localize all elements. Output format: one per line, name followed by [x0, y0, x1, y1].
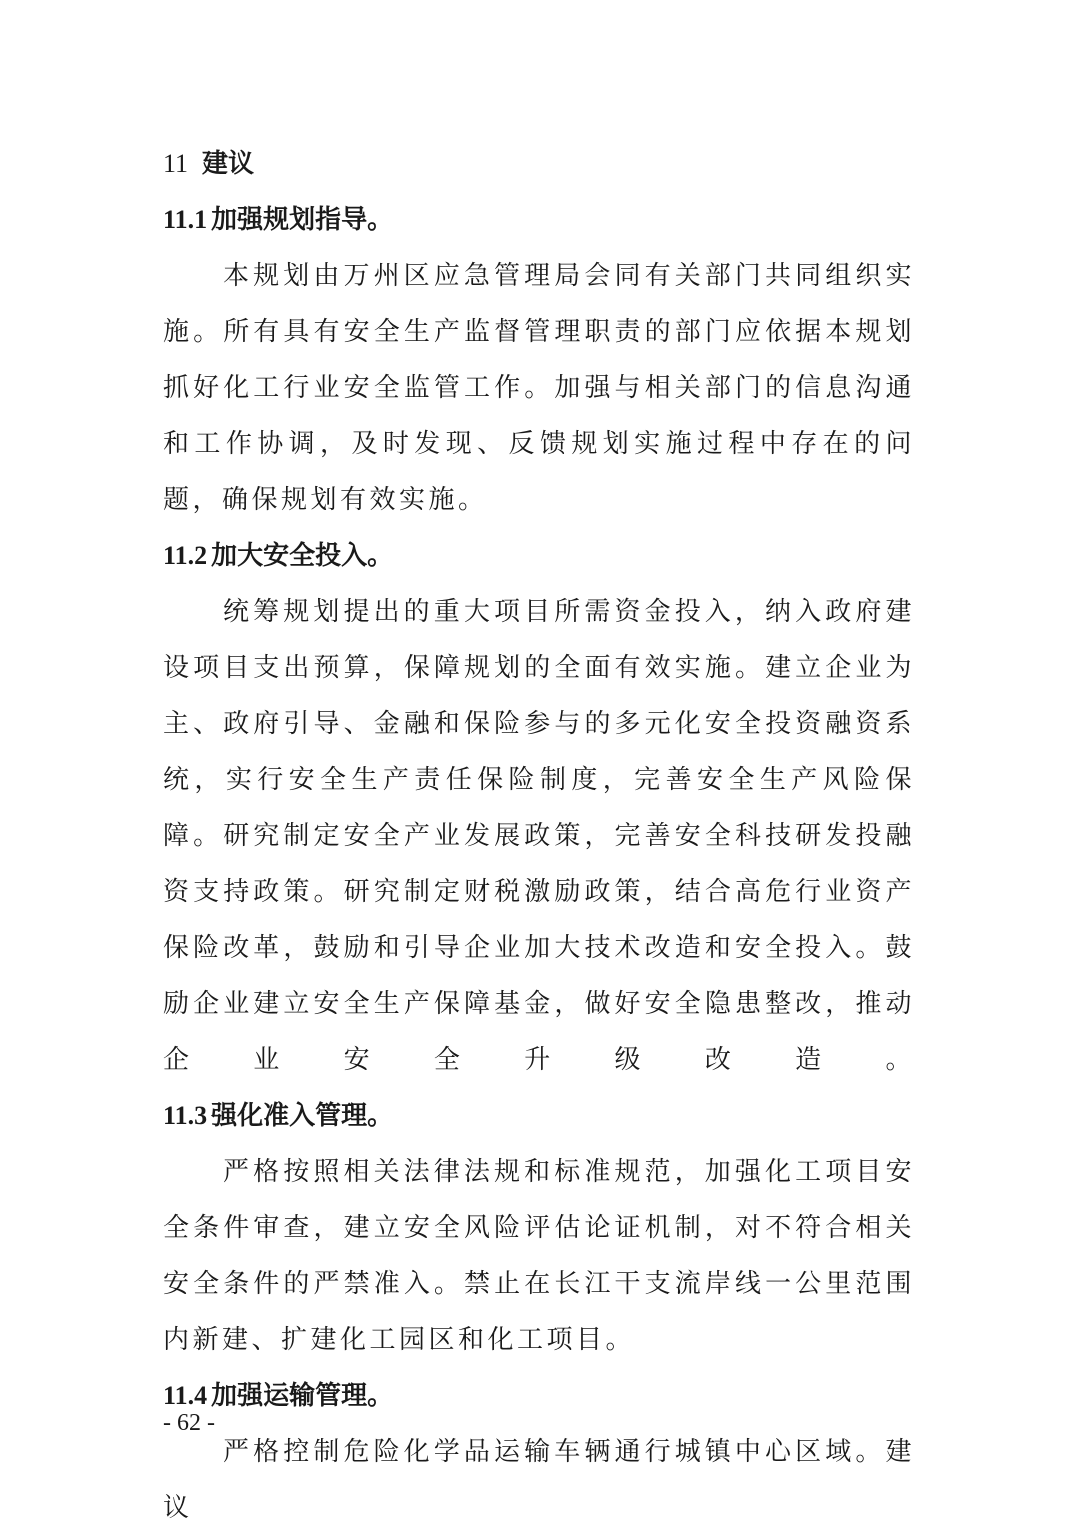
page-content [163, 136, 915, 1536]
section-heading-11-4 [163, 1368, 915, 1424]
section-heading-11-3 [163, 1088, 915, 1144]
chapter-heading [163, 136, 915, 192]
section-paragraph-11-2: 统筹规划提出的重大项目所需资金投入，纳入政府建设项目支出预算，保障规划的全面有效实施。建立企业为主、政府引导、金融和保险参与的多元化安全投资融资系统，实行安全生产责任保险制度，完善安全生产风险保障。研究制定安全产业发展政策，完善安全科技研发投融资支持政策。研究制定财税激励政策，结合高危行业资产保险改革，鼓励和引导企业加大技术改造和安全投入。鼓励企业建立安全生产保障基金，做好安全隐患整改，推动企业安全升级改造。 [163, 597, 915, 1075]
section-paragraph-11-4: 严格控制危险化学品运输车辆通行城镇中心区域。建议 [163, 1437, 915, 1523]
section-heading-11-1 [163, 192, 915, 248]
section-number: 11.2 [163, 541, 208, 570]
page-number: - 62 - [163, 1410, 215, 1436]
section-paragraph-11-1: 本规划由万州区应急管理局会同有关部门共同组织实施。所有具有安全生产监督管理职责的部门应依据本规划抓好化工行业安全监管工作。加强与相关部门的信息沟通和工作协调，及时发现、反馈规划实施过程中存在的问题，确保规划有效实施。 [163, 261, 915, 515]
chapter-title: 建议 [202, 149, 255, 179]
section-number: 11.4 [163, 1381, 208, 1410]
section-title: 加强运输管理。 [211, 1381, 394, 1411]
section-number: 11.1 [163, 205, 208, 234]
section-number: 11.3 [163, 1101, 208, 1130]
section-paragraph-11-3: 严格按照相关法律法规和标准规范，加强化工项目安全条件审查，建立安全风险评估论证机制，对不符合相关安全条件的严禁准入。禁止在长江干支流岸线一公里范围内新建、扩建化工园区和化工项目。 [163, 1157, 915, 1355]
section-heading-11-2 [163, 528, 915, 584]
section-title: 加大安全投入。 [211, 541, 394, 571]
section-title: 加强规划指导。 [211, 205, 394, 235]
chapter-number: 11 [163, 149, 189, 178]
section-title: 强化准入管理。 [211, 1101, 394, 1131]
